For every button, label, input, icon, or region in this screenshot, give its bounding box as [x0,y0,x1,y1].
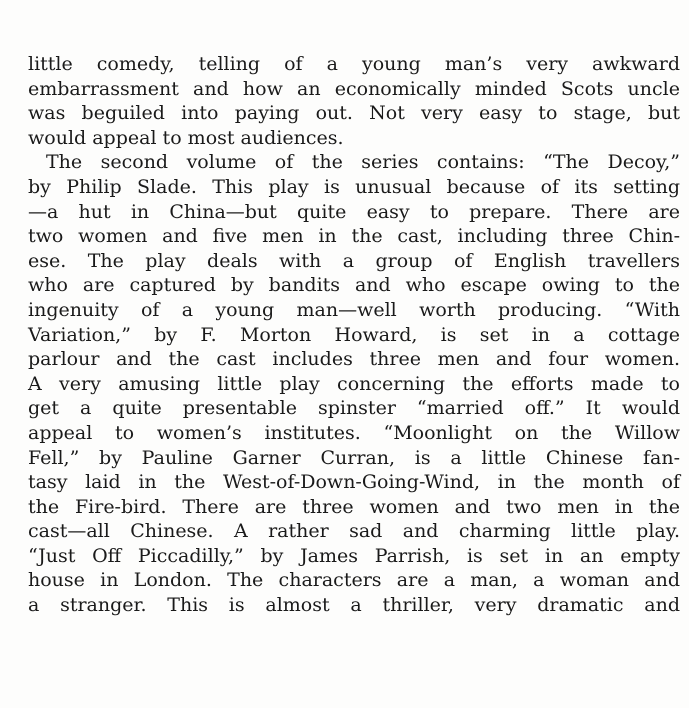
text-line: get a quite presentable spinster “married off.” It would [28,397,680,420]
text-line: “Just Off Piccadilly,” by James Parrish, is set in an empty [28,544,680,567]
text-line: the Fire-bird. There are three women and two men in the [28,495,680,518]
text-line: appeal to women’s institutes. “Moonlight on the Willow [28,421,680,444]
paragraph-start-line: The second volume of the series contains: “The Decoy,” [46,151,680,174]
text-line: by Philip Slade. This play is unusual because of its setting [28,175,680,198]
text-line: was beguiled into paying out. Not very easy to stage, but [28,102,680,125]
text-line: a stranger. This is almost a thriller, very dramatic and [28,594,680,617]
text-line: Fell,” by Pauline Garner Curran, is a little Chinese fan- [28,446,680,469]
text-line: little comedy, telling of a young man’s very awkward [28,53,680,75]
text-line: embarrassment and how an economically minded Scots uncle [28,77,680,100]
text-line: —a hut in China—but quite easy to prepare. There are [28,200,680,223]
text-line: would appeal to most audiences. [28,126,344,149]
article-text [28,52,680,618]
text-line: tasy laid in the West-of-Down-Going-Wind, in the month of [28,471,680,494]
text-line: who are captured by bandits and who escape owing to the [28,274,680,297]
text-line: A very amusing little play concerning the efforts made to [28,372,680,395]
text-line: Variation,” by F. Morton Howard, is set in a cottage [28,323,680,346]
text-line: parlour and the cast includes three men and four women. [28,348,680,371]
text-line: house in London. The characters are a man, a woman and [28,569,680,592]
text-line: ese. The play deals with a group of English travellers [28,249,680,272]
text-line: ingenuity of a young man—well worth producing. “With [28,298,680,321]
text-line: cast—all Chinese. A rather sad and charming little play. [28,520,680,543]
text-line: two women and five men in the cast, including three Chin- [28,225,680,248]
